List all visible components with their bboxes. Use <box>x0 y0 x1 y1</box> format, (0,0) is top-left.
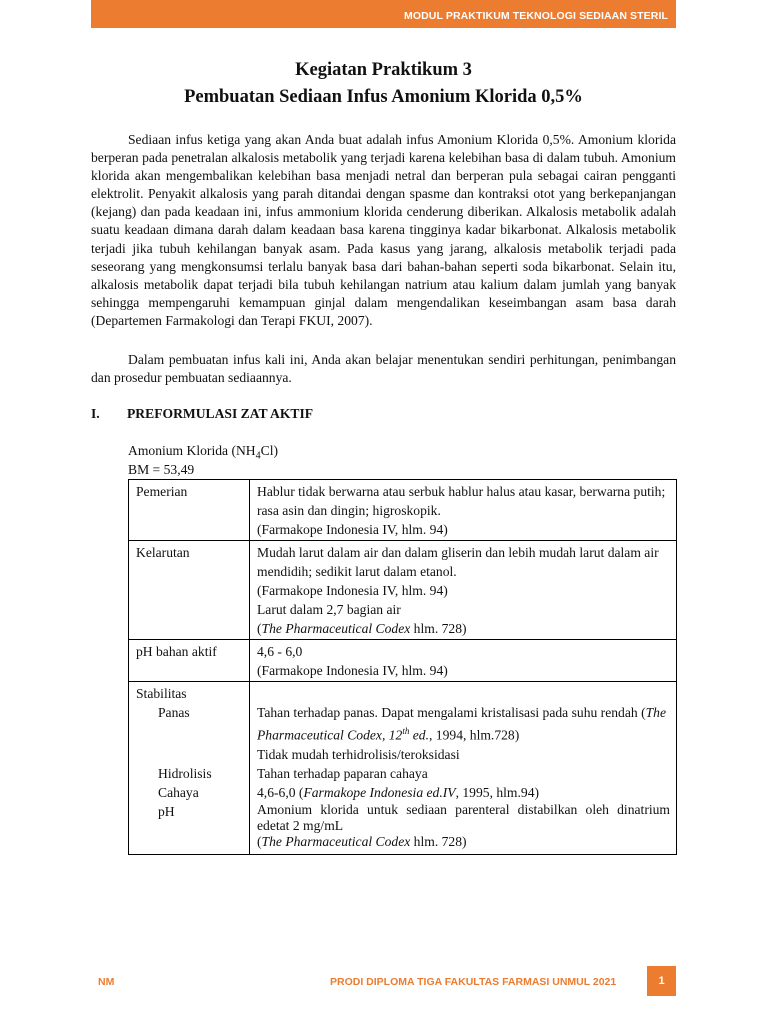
instruction-paragraph: Dalam pembuatan infus kali ini, Anda akan belajar menentukan sendiri perhitungan, penimbangan dan prosedur pembuatan sediaannya. <box>91 352 676 386</box>
row-label-ph: pH bahan aktif <box>129 640 250 682</box>
section-title: PREFORMULASI ZAT AKTIF <box>127 406 314 421</box>
footer-institution: PRODI DIPLOMA TIGA FAKULTAS FARMASI UNMUL 2021 <box>330 976 617 988</box>
molecular-weight: BM = 53,49 <box>128 462 195 477</box>
row-value-ph: 4,6 - 6,0 (Farmakope Indonesia IV, hlm. 94) <box>250 640 677 682</box>
chapter-title: Kegiatan Praktikum 3 <box>295 60 472 80</box>
header-bar <box>91 0 676 28</box>
table-row <box>129 682 677 855</box>
row-label-stabilitas: Stabilitas Panas Hidrolisis Cahaya pH <box>129 682 250 855</box>
row-label-pemerian: Pemerian <box>129 480 250 541</box>
header-text: MODUL PRAKTIKUM TEKNOLOGI SEDIAAN STERIL <box>404 10 668 22</box>
row-value-stabilitas: Tahan terhadap panas. Dapat mengalami kristalisasi pada suhu rendah (The Pharmaceutical Codex, 12th ed., 1994, hlm.728) Tidak mudah terhidrolisis/teroksidasi Tahan terhadap paparan cahaya 4,6-6,0 (Farmakope Indonesia ed.IV, 1995, hlm.94) Amonium klorida untuk sediaan parenteral distabilkan oleh dinatrium edetat 2 mg/mL (The Pharmaceutical Codex hlm. 728) <box>250 682 677 855</box>
row-value-kelarutan: Mudah larut dalam air dan dalam gliserin dan lebih mudah larut dalam air mendidih; sedikit larut dalam etanol. (Farmakope Indonesia IV, hlm. 94) Larut dalam 2,7 bagian air (The Pharmaceutical Codex hlm. 728) <box>250 541 677 640</box>
row-label-kelarutan: Kelarutan <box>129 541 250 640</box>
section-number: I. <box>91 406 100 421</box>
preformulation-table <box>128 479 677 855</box>
table-row <box>129 480 677 541</box>
substance-name: Amonium Klorida $(NH_4Cl)$ <box>128 443 278 462</box>
intro-paragraph: Sediaan infus ketiga yang akan Anda buat adalah infus Amonium Klorida 0,5%. Amonium klorida berperan pada penetralan alkalosis metabolik yang terjadi karena kelebihan basa di dalam tubuh. Amonium klorida akan mengembalikan kelebihan basa menjadi netral dan berperan pula sebagai cairan pengganti elektrolit. Penyakit alkalosis yang parah ditandai dengan spasme dan kontraksi otot yang berkepanjangan (kejang) dan pada keadaan ini, infus ammonium klorida cenderung diberikan. Alkalosis metabolik adalah suatu keadaan dimana darah dalam keadaan basa karena tingginya kadar bikarbonat. Alkalosis metabolik terjadi jika tubuh kehilangan banyak asam. Pada kasus yang jarang, alkalosis metabolik terjadi pada seseorang yang mengkonsumsi terlalu banyak basa dari bahan-bahan seperti soda bikarbonat. Selain itu, alkalosis metabolik dapat terjadi bila tubuh kehilangan natrium atau kalium dalam jumlah yang banyak sehingga mempengaruhi kemampuan ginjal dalam mengendalikan keseimbangan asam basa darah (Departemen Farmakologi dan Terapi FKUI, 2007). <box>91 132 676 328</box>
table-row <box>129 541 677 640</box>
row-value-pemerian: Hablur tidak berwarna atau serbuk hablur halus atau kasar, berwarna putih; rasa asin dan dingin; higroskopik. (Farmakope Indonesia IV, hlm. 94) <box>250 480 677 541</box>
chapter-subtitle: Pembuatan Sediaan Infus Amonium Klorida 0,5% <box>184 87 583 107</box>
table-row <box>129 640 677 682</box>
footer-initials: NM <box>98 976 115 988</box>
page-number: 1 <box>647 966 676 996</box>
